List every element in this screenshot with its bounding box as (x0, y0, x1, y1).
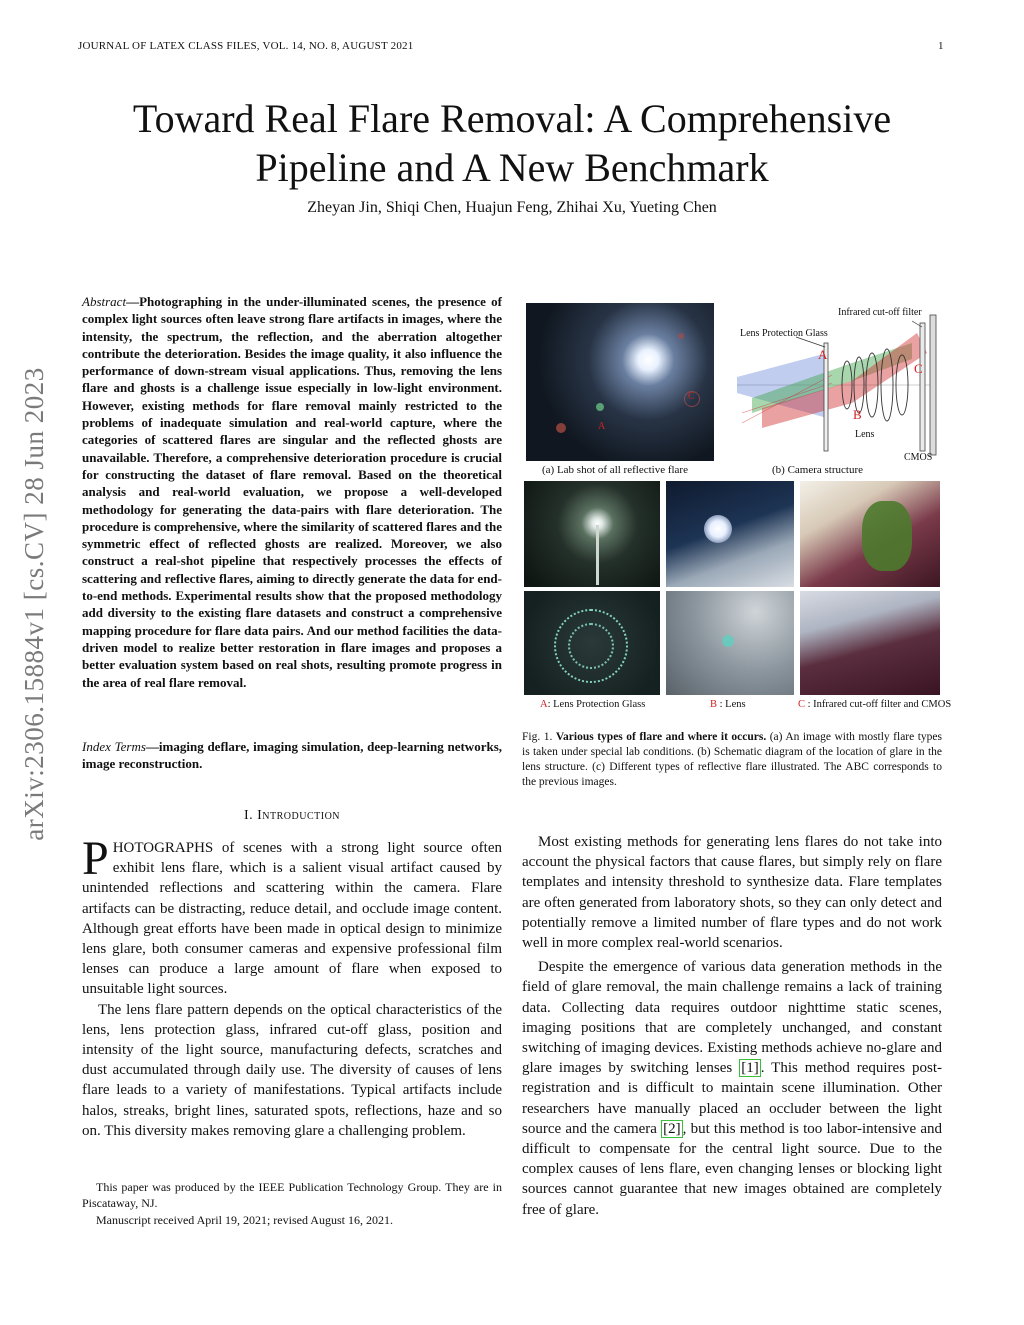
flare-photo-6 (800, 591, 940, 695)
legend-b-letter: B (710, 699, 718, 710)
arxiv-identifier: arXiv:2306.15884v1 [cs.CV] 28 Jun 2023 (19, 367, 49, 841)
paper-title: Toward Real Flare Removal: A Comprehensive Pipeline and A New Benchmark (132, 96, 892, 190)
page-number: 1 (938, 40, 944, 52)
citation-link-1[interactable]: [1] (741, 1060, 759, 1077)
diagram-infrared-label: Infrared cut-off filter (838, 307, 922, 318)
intro-paragraph-1 (82, 832, 502, 1000)
flare-photo-2 (666, 481, 794, 587)
cmos-sensor (930, 315, 936, 455)
flare-photo-4 (524, 591, 660, 695)
legend-c-text: : Infrared cut-off filter and CMOS (805, 699, 952, 710)
caption-prefix: Fig. 1. (522, 731, 553, 743)
legend-b-text: : Lens (717, 699, 746, 710)
diagram-protection-label: Lens Protection Glass (740, 328, 828, 339)
right-paragraph-2b: . This method requires post-registration and is difficult to maintain scene illumination. Other researchers have manually placed an occluder between the light source and the camera (522, 1060, 942, 1137)
intro-paragraph-2: The lens flare pattern depends on the optical characteristics of the lens, lens protection glass, infrared cut-off glass, position and intensity of the light source, manufacturing defects, scratches and dust accumulated through daily use. The diversity of causes of lens flare leads to a variety of manifestations. Typical artifacts include halos, streaks, bright lines, saturated spots, reflections, haze and so on. This diversity makes removing glare a challenging problem. (82, 1001, 502, 1139)
intro-left-column (82, 832, 502, 1141)
lab-label-C: C (688, 391, 695, 402)
abstract-lead: Abstract (82, 294, 127, 309)
label-b: (b) Camera structure (772, 464, 864, 476)
intro-paragraph-1-text: HOTOGRAPHS of scenes with a strong light source often exhibit lens flare, which is a salient visual artifact caused by unintended reflections and scattering within the camera. Flare artifacts can be distracting, reduce detail, and occlude image content. Although great efforts have been made in optical design to minimize lens glare, both consumer cameras and expensive professional film lenses can produce a large amount of flare when exposed to unsuitable light sources. (82, 840, 502, 998)
author-list: Zheyan Jin, Shiqi Chen, Huajun Feng, Zhihai Xu, Yueting Chen (307, 199, 717, 216)
label-a: (a) Lab shot of all reflective flare (542, 464, 688, 476)
abstract (82, 293, 502, 691)
right-paragraph-2c: , but this method is too labor-intensive and difficult to compensate for the central light source. Due to the complex causes of lens flare, even changing lenses or blocking light sources cannot guarantee that new images obtained are completely free of glare. (522, 1120, 942, 1218)
citation-link-2[interactable]: [2] (663, 1120, 681, 1137)
legend-a (540, 699, 645, 710)
right-paragraph-1: Most existing methods for generating lens flares do not take into account the physical factors that cause flares, but simply rely on flare templates and intensity threshold to synthesize data. Flare templates are often generated from laboratory shots, so they can only detect and potentially remove a limited number of flare types and do not work well in more complex real-world scenarios. (522, 834, 942, 952)
figure-1 (522, 303, 952, 719)
section-number: I. (243, 808, 254, 823)
legend-b (710, 699, 746, 710)
right-paragraph-2 (522, 957, 942, 1220)
section-title: Introduction (257, 808, 341, 823)
drop-cap: P (82, 832, 109, 885)
flare-photo-1 (524, 481, 660, 587)
diagram-B: B (853, 407, 862, 422)
diagram-A: A (818, 347, 828, 362)
lab-label-A: A (598, 421, 606, 432)
diagram-C: C (914, 361, 923, 376)
infrared-filter (920, 323, 925, 451)
caption-text: (a) An image with mostly flare types is taken under special lab conditions. (b) Schematic diagram of the location of glare in the lens structure. (c) Different types of reflective flare illustrated. The ABC corresponds to the previous images. (522, 731, 942, 788)
intro-right-column (522, 832, 942, 1220)
flare-photo-3 (800, 481, 940, 587)
right-paragraph-2a: Despite the emergence of various data generation methods in the field of glare removal, the main challenge remains a lack of training data. Collecting data requires outdoor nighttime static scenes, imaging positions that are completely unchanged, and constant switching of imaging devices. Existing methods achieve no-glare and glare images by switching lenses (522, 959, 942, 1077)
diagram-cmos-label: CMOS (904, 452, 933, 463)
caption-bold: Various types of flare and where it occurs. (555, 731, 767, 743)
figure-caption (522, 730, 942, 790)
footnote-line-2: Manuscript received April 19, 2021; revised August 16, 2021. (96, 1213, 393, 1227)
flare-photo-5 (666, 591, 794, 695)
index-terms (82, 738, 502, 773)
index-terms-text: —imaging deflare, imaging simulation, deep-learning networks, image reconstruction. (82, 739, 502, 772)
running-header: JOURNAL OF LATEX CLASS FILES, VOL. 14, NO. 8, AUGUST 2021 (78, 40, 414, 52)
legend-c-letter: C (798, 699, 806, 710)
footnote-line-1: This paper was produced by the IEEE Publication Technology Group. They are in Piscataway, NJ. (82, 1180, 502, 1210)
lab-shot-image (526, 303, 714, 461)
diagram-lens-label: Lens (855, 429, 875, 440)
legend-c (798, 699, 951, 710)
legend-a-text: : Lens Protection Glass (547, 699, 646, 710)
section-heading (82, 808, 502, 824)
abstract-text: —Photographing in the under-illuminated scenes, the presence of complex light sources often leave strong flare artifacts in images, where the intensity, the spectrum, the reflection, and the aberration altogether contribute the deterioration. Besides the image quality, it also influence the performance of down-stream visual applications. Thus, removing the lens flare and ghosts is a challenge issue especially in low-light environment. However, existing methods for flare removal mainly restricted to the problems of inadequate simulation and real-world capture, where the categories of scattered flares are singular and the reflected ghosts are unavailable. Therefore, a comprehensive deterioration procedure is crucial for constructing the dataset of flare removal. Based on the theoretical analysis and real-world evaluation, we propose a well-developed methodology for generating the data-pairs with flare deterioration. The procedure is comprehensive, where the similarity of scattered flares and the symmetric effect of reflected ghosts are realized. Moreover, we also construct a real-shot pipeline that respectively processes the effects of scattering and reflective flares, aiming to directly generate the data for end-to-end methods. Experimental results show that the proposed methodology add diversity to the existing flare datasets and construct a comprehensive mapping procedure for flare data pairs. And our method facilities the data-driven model to realize better restoration in flare images and proposes a better evaluation system based on real shots, resulting promote progress in the area of real flare removal. (82, 294, 502, 690)
legend-a-letter: A (540, 699, 548, 710)
index-terms-lead: Index Terms (82, 739, 146, 754)
footnote (82, 1180, 502, 1229)
